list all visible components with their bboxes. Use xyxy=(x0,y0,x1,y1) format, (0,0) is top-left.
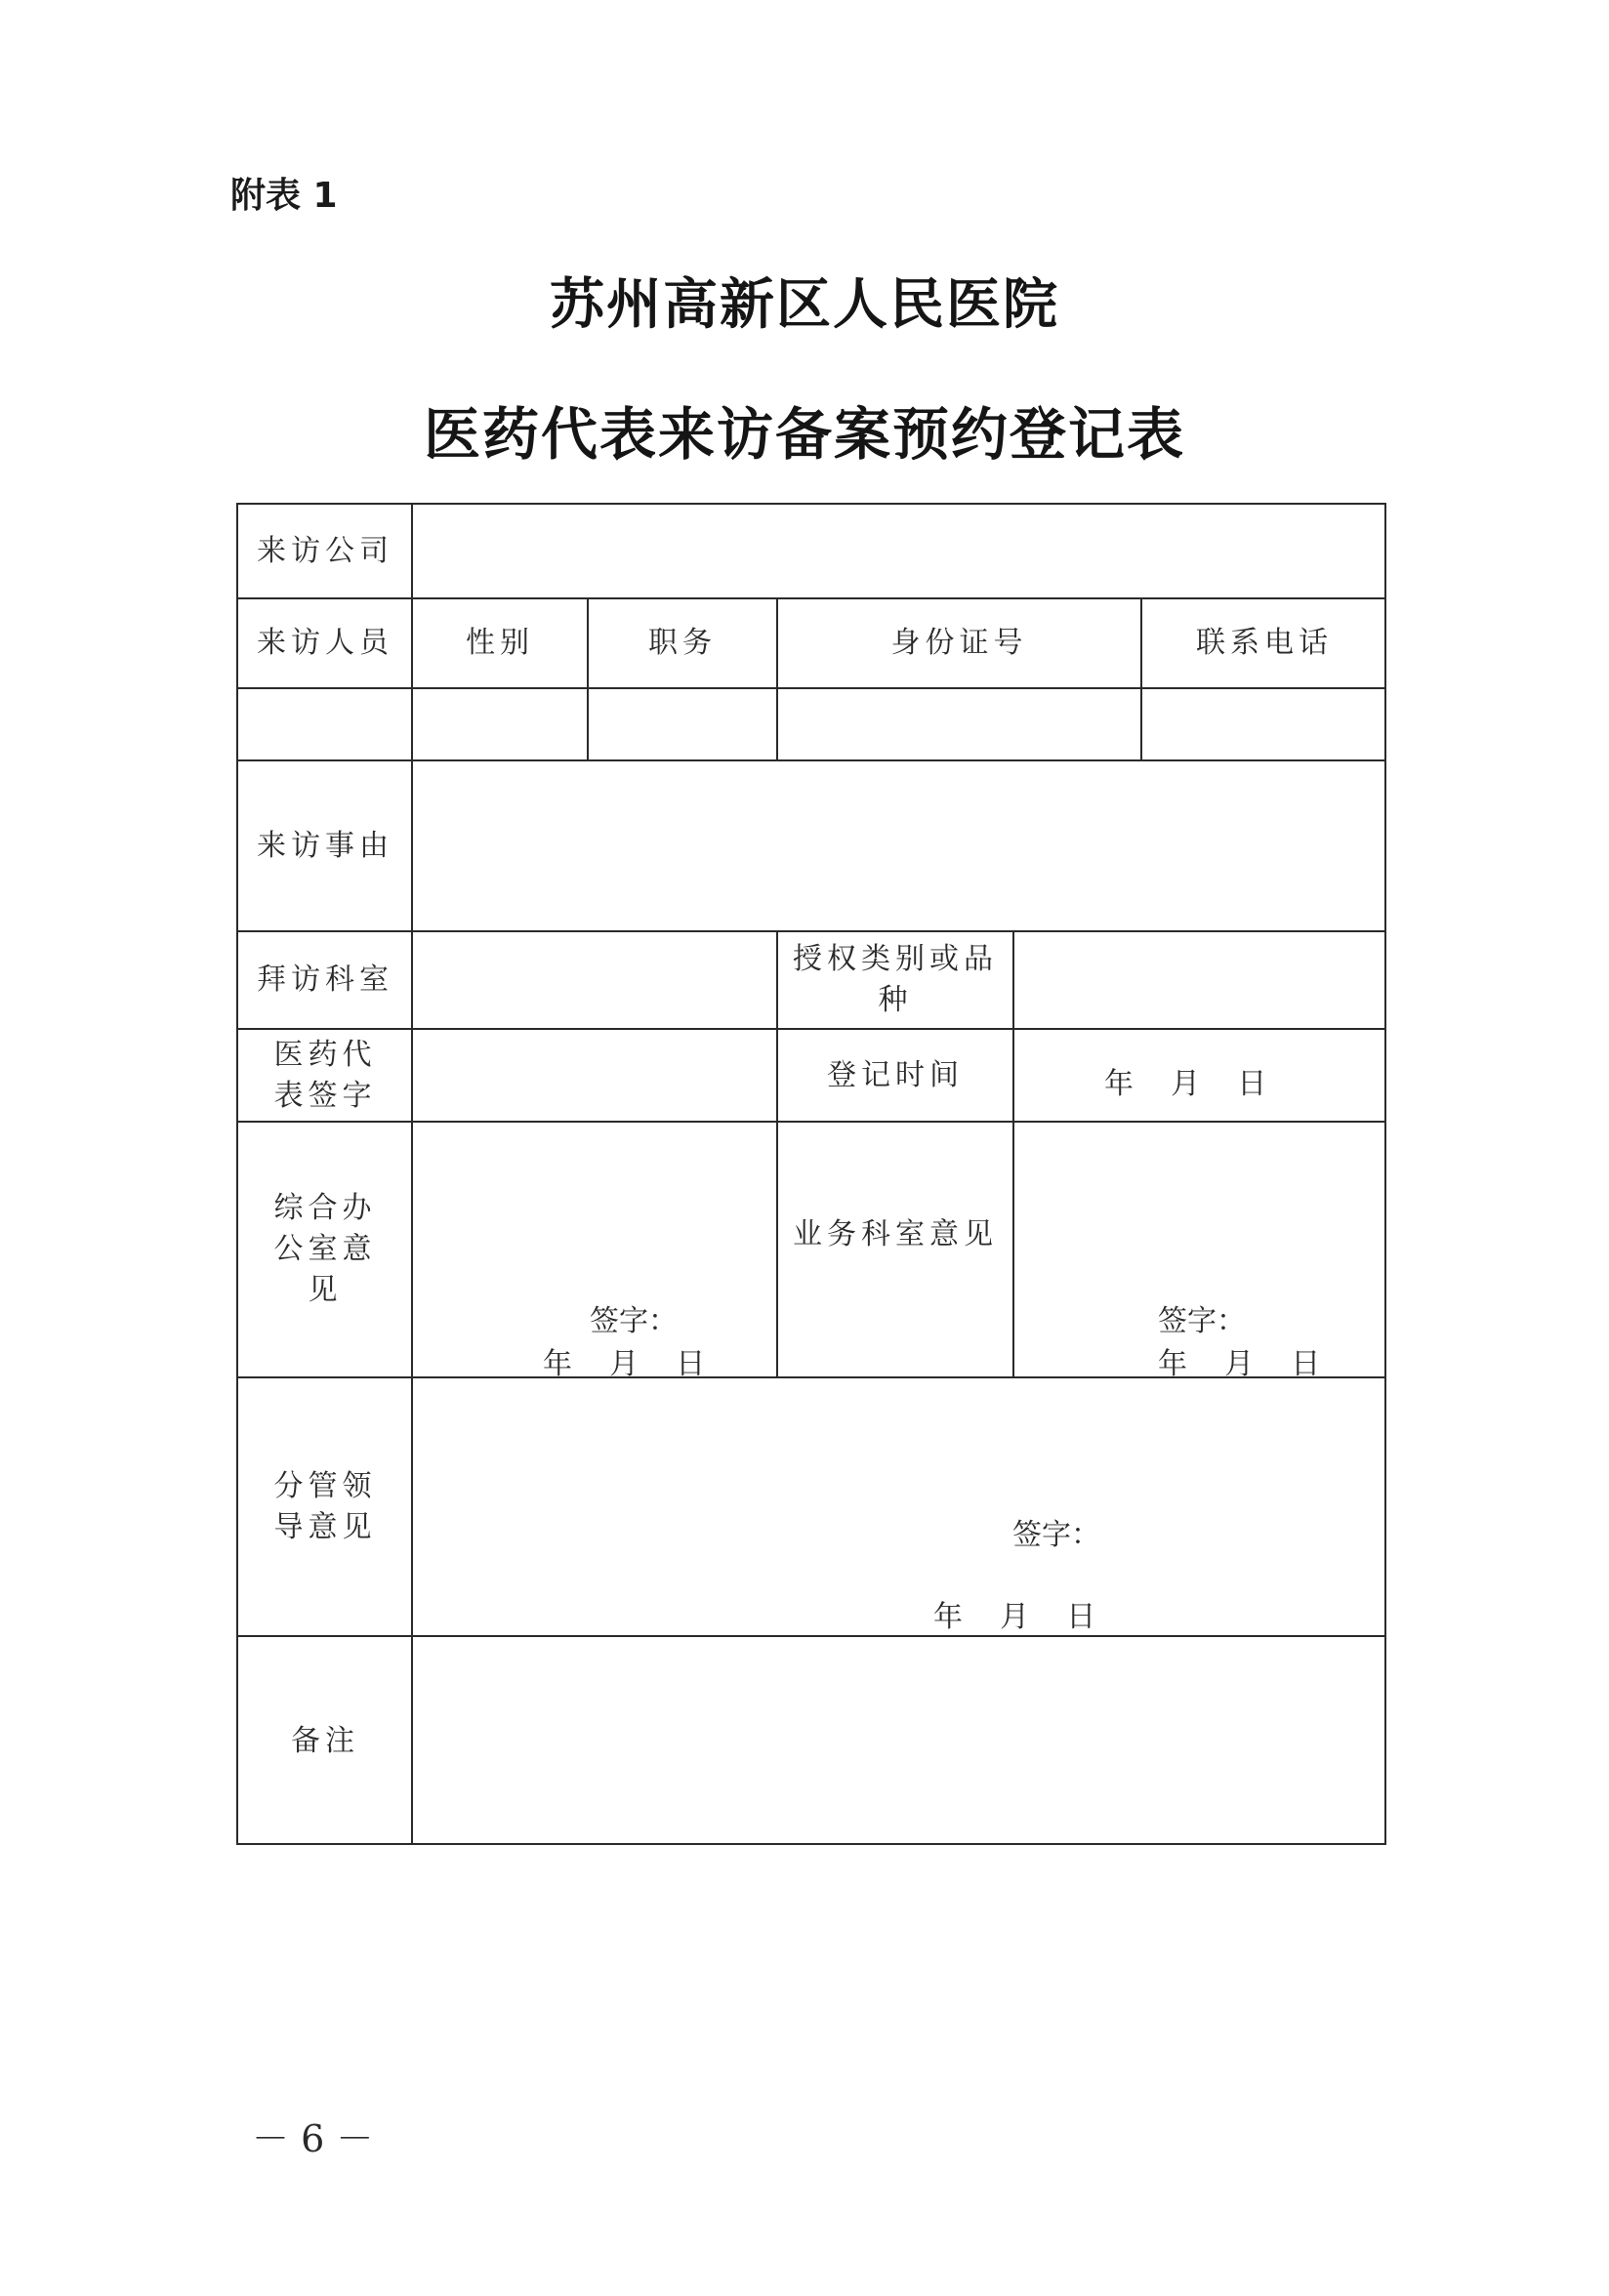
field-id-number[interactable] xyxy=(778,689,1140,759)
field-remarks[interactable] xyxy=(413,1637,1385,1845)
header-id-number: 身份证号 xyxy=(890,626,1028,660)
general-office-date-placeholder[interactable]: 年 月 日 xyxy=(543,1347,706,1381)
business-department-signature-label: 签字： xyxy=(1158,1304,1246,1338)
leader-date-placeholder[interactable]: 年 月 日 xyxy=(933,1600,1096,1634)
label-visited-department: 拜访科室 xyxy=(257,963,393,997)
label-visiting-company: 来访公司 xyxy=(257,534,393,568)
registration-form-table xyxy=(236,503,1386,1845)
field-authorized-category[interactable] xyxy=(1014,932,1386,1028)
field-position[interactable] xyxy=(589,689,776,759)
field-visited-department[interactable] xyxy=(413,932,776,1028)
business-department-date-placeholder[interactable]: 年 月 日 xyxy=(1158,1347,1321,1381)
document-title-line2: 医药代表来访备案预约登记表 xyxy=(423,401,1185,468)
label-business-department-opinion: 业务科室意见 xyxy=(793,1217,998,1251)
header-phone: 联系电话 xyxy=(1196,626,1333,660)
label-authorized-category: 授权类别或品种 xyxy=(793,942,998,1017)
field-rep-signature[interactable] xyxy=(413,1030,776,1121)
label-visitor: 来访人员 xyxy=(257,626,393,660)
annex-label: 附表 1 xyxy=(230,176,338,216)
field-phone[interactable] xyxy=(1142,689,1386,759)
label-visit-reason: 来访事由 xyxy=(257,828,393,863)
label-general-office-opinion: 综合办公室意见 xyxy=(273,1191,377,1307)
label-rep-signature: 医药代表签字 xyxy=(273,1037,377,1113)
field-visit-reason[interactable] xyxy=(413,761,1385,930)
label-registration-time: 登记时间 xyxy=(827,1057,964,1092)
registration-date-placeholder[interactable]: 年 月 日 xyxy=(1104,1067,1267,1101)
label-supervising-leader-opinion: 分管领导意见 xyxy=(273,1468,377,1544)
leader-signature-label: 签字： xyxy=(1012,1518,1100,1552)
general-office-signature-label: 签字： xyxy=(590,1304,678,1338)
field-visitor-name[interactable] xyxy=(238,689,411,759)
field-visiting-company[interactable] xyxy=(413,505,1385,597)
header-gender: 性别 xyxy=(466,626,534,660)
field-gender[interactable] xyxy=(413,689,587,759)
header-position: 职务 xyxy=(648,626,717,660)
document-title-line1: 苏州高新区人民医院 xyxy=(550,272,1059,337)
label-remarks: 备注 xyxy=(291,1723,359,1758)
page-number: － 6 － xyxy=(252,2117,374,2160)
